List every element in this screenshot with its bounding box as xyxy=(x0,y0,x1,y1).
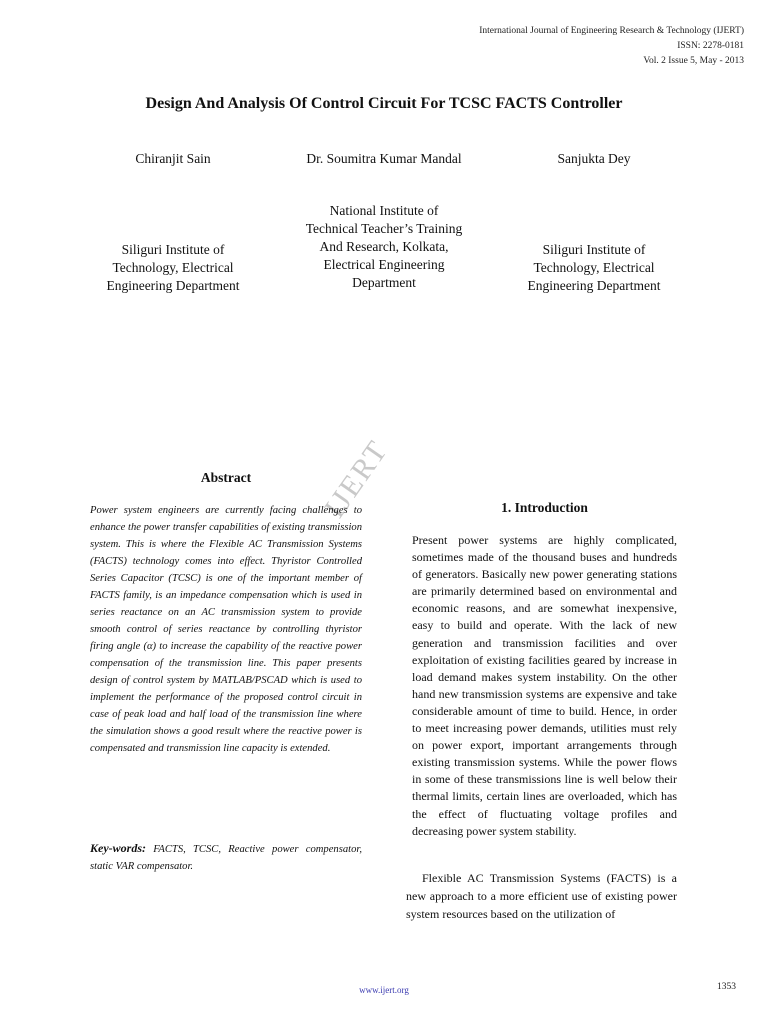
introduction-paragraph-2: Flexible AC Transmission Systems (FACTS) is a new approach to a more efficient use of existing power system resources based on the utilization of xyxy=(406,871,677,921)
keywords xyxy=(90,840,362,875)
author-name: Dr. Soumitra Kumar Mandal xyxy=(306,151,462,166)
keywords-label: Key-words: xyxy=(90,841,146,855)
keywords-text: FACTS, TCSC, Reactive power compensator, static VAR compensator. xyxy=(90,844,362,872)
author-1 xyxy=(92,150,254,295)
author-affiliation: National Institute of Technical Teacher’s Training And Research, Kolkata, Electrical Engineering Department xyxy=(305,203,463,290)
abstract-heading: Abstract xyxy=(200,470,252,485)
author-2 xyxy=(304,150,464,292)
paper-title: Design And Analysis Of Control Circuit For TCSC FACTS Controller xyxy=(145,95,623,112)
footer-url-link[interactable]: www.ijert.org xyxy=(359,985,409,995)
abstract-body: Power system engineers are currently facing challenges to enhance the power transfer capabilities of existing transmission system. This is where the Flexible AC Transmission Systems (FACTS) technology comes into effect. Thyristor Controlled Series Capacitor (TCSC) is one of the important member of FACTS family, is an impedance compensation which is used in series reactance on an AC transmission system to provide smooth control of series reactance by controlling thyristor firing angle (α) to increase the capability of the reactive power compensation of the transmission line. This paper presents design of control system by MATLAB/PSCAD which is used to implement the performance of the proposed control circuit in case of peak load and half load of the transmission line where the simulation shows a good result where the reactive power is compensated and transmission line capacity is extended. xyxy=(90,505,362,754)
introduction-heading: 1. Introduction xyxy=(501,500,588,515)
issn: ISSN: 2278-0181 xyxy=(677,41,744,51)
author-name: Chiranjit Sain xyxy=(135,151,211,166)
journal-name: International Journal of Engineering Research & Technology (IJERT) xyxy=(479,26,744,36)
author-affiliation: Siliguri Institute of Technology, Electrical Engineering Department xyxy=(527,242,661,293)
page-number: 1353 xyxy=(717,982,736,992)
ijert-watermark: IJERT xyxy=(318,434,395,524)
author-affiliation: Siliguri Institute of Technology, Electrical Engineering Department xyxy=(106,242,240,293)
author-name: Sanjukta Dey xyxy=(557,151,631,166)
journal-header xyxy=(479,24,744,69)
volume-issue: Vol. 2 Issue 5, May - 2013 xyxy=(643,56,744,66)
introduction-paragraph-1: Present power systems are highly complicated, sometimes made of the thousand buses and hundreds of generators. Basically new power generating stations are primarily determined based on environmental and economic reasons, and are somewhat inexpensive, easy to build and operate. With the lack of new generation and transmission facilities and over exploitation of existing facilities geared by increase in load demand makes system instability. On the other hand new transmission systems are expensive and take considerable amount of time to build. Hence, in order to meet increasing power demands, utilities must rely on power export, important arrangements through existing transmission systems. While the power flows in some of these transmissions line is well below their thermal limits, certain lines are overloaded, which has the effect of fluctuating voltage profiles and decreasing power system stability. xyxy=(412,533,677,838)
author-3 xyxy=(512,150,676,295)
